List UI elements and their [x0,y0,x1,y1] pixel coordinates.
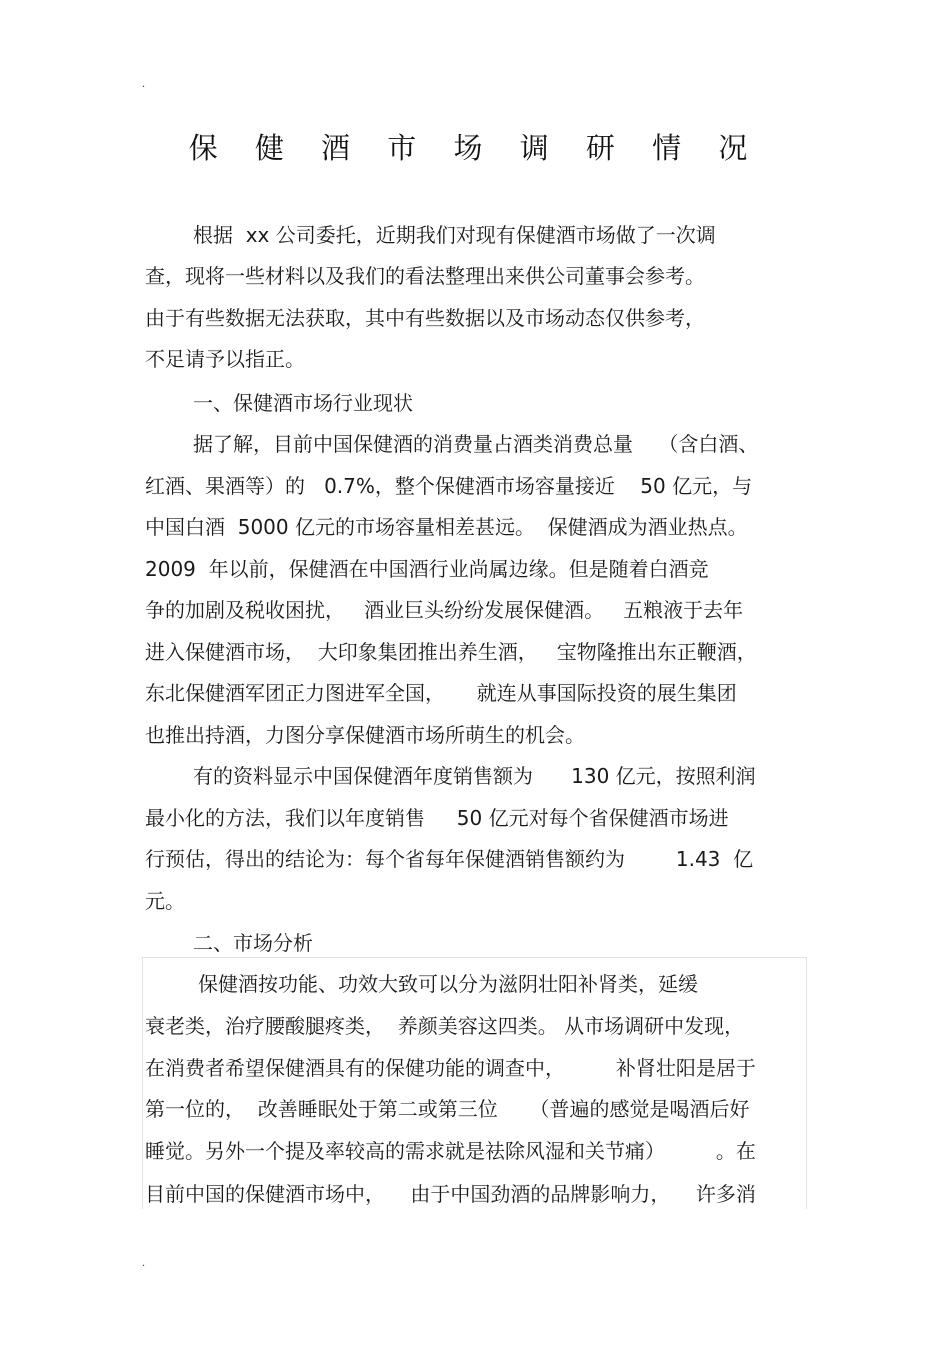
paragraph-line: 保健酒按功能、功效大致可以分为滋阴壮阳补肾类，延缓 [198,972,698,996]
paragraph-line: 不足请予以指正。 [145,347,305,371]
paragraph-line: 争的加剧及税收困扰， 酒业巨头纷纷发展保健酒。 五粮液于去年 [145,598,744,622]
paragraph-line: 东北保健酒军团正力图进军全国， 就连从事国际投资的展生集团 [145,681,737,705]
paragraph-line: 衰老类，治疗腰酸腿疼类， 养颜美容这四类。 从市场调研中发现， [145,1014,745,1038]
paragraph-line: 2009 年以前，保健酒在中国酒行业尚属边缘。但是随着白酒竞 [145,557,709,581]
page-mark-top: . [142,76,145,90]
paragraph-line: 根据 xx 公司委托，近期我们对现有保健酒市场做了一次调 [193,223,716,247]
paragraph-line: 进入保健酒市场， 大印象集团推出养生酒， 宝物隆推出东正鞭酒， [145,640,757,664]
section-heading: 一、保健酒市场行业现状 [193,391,413,415]
paragraph-line: 红酒、果酒等）的 0.7%，整个保健酒市场容量接近 50 亿元，与 [145,474,753,498]
document-title: 保 健 酒 市 场 调 研 情 况 [188,131,762,165]
paragraph-line: 也推出持酒，力图分享保健酒市场所萌生的机会。 [145,723,585,747]
paragraph-line: 第一位的， 改善睡眠处于第二或第三位 （普遍的感觉是喝酒后好 [145,1097,750,1121]
paragraph-line: 行预估，得出的结论为：每个省每年保健酒销售额约为 1.43 亿 [145,847,754,871]
section-heading: 二、市场分析 [193,931,313,955]
paragraph-line: 据了解，目前中国保健酒的消费量占酒类消费总量 （含白酒、 [193,432,759,456]
paragraph-line: 查，现将一些材料以及我们的看法整理出来供公司董事会参考。 [145,264,705,288]
paragraph-line: 元。 [145,889,185,913]
paragraph-line: 最小化的方法，我们以年度销售 50 亿元对每个省保健酒市场进 [145,806,729,830]
paragraph-line: 睡觉。另外一个提及率较高的需求就是祛除风湿和关节痛） 。在 [145,1139,756,1163]
page-mark-bottom: . [142,1255,145,1269]
paragraph-line: 在消费者希望保健酒具有的保健功能的调查中， 补肾壮阳是居于 [145,1056,756,1080]
paragraph-line: 目前中国的保健酒市场中， 由于中国劲酒的品牌影响力， 许多消 [145,1182,756,1206]
paragraph-line: 中国白酒 5000 亿元的市场容量相差甚远。 保健酒成为酒业热点。 [145,515,748,539]
paragraph-line: 有的资料显示中国保健酒年度销售额为 130 亿元，按照利润 [193,764,756,788]
paragraph-line: 由于有些数据无法获取，其中有些数据以及市场动态仅供参考， [145,306,705,330]
